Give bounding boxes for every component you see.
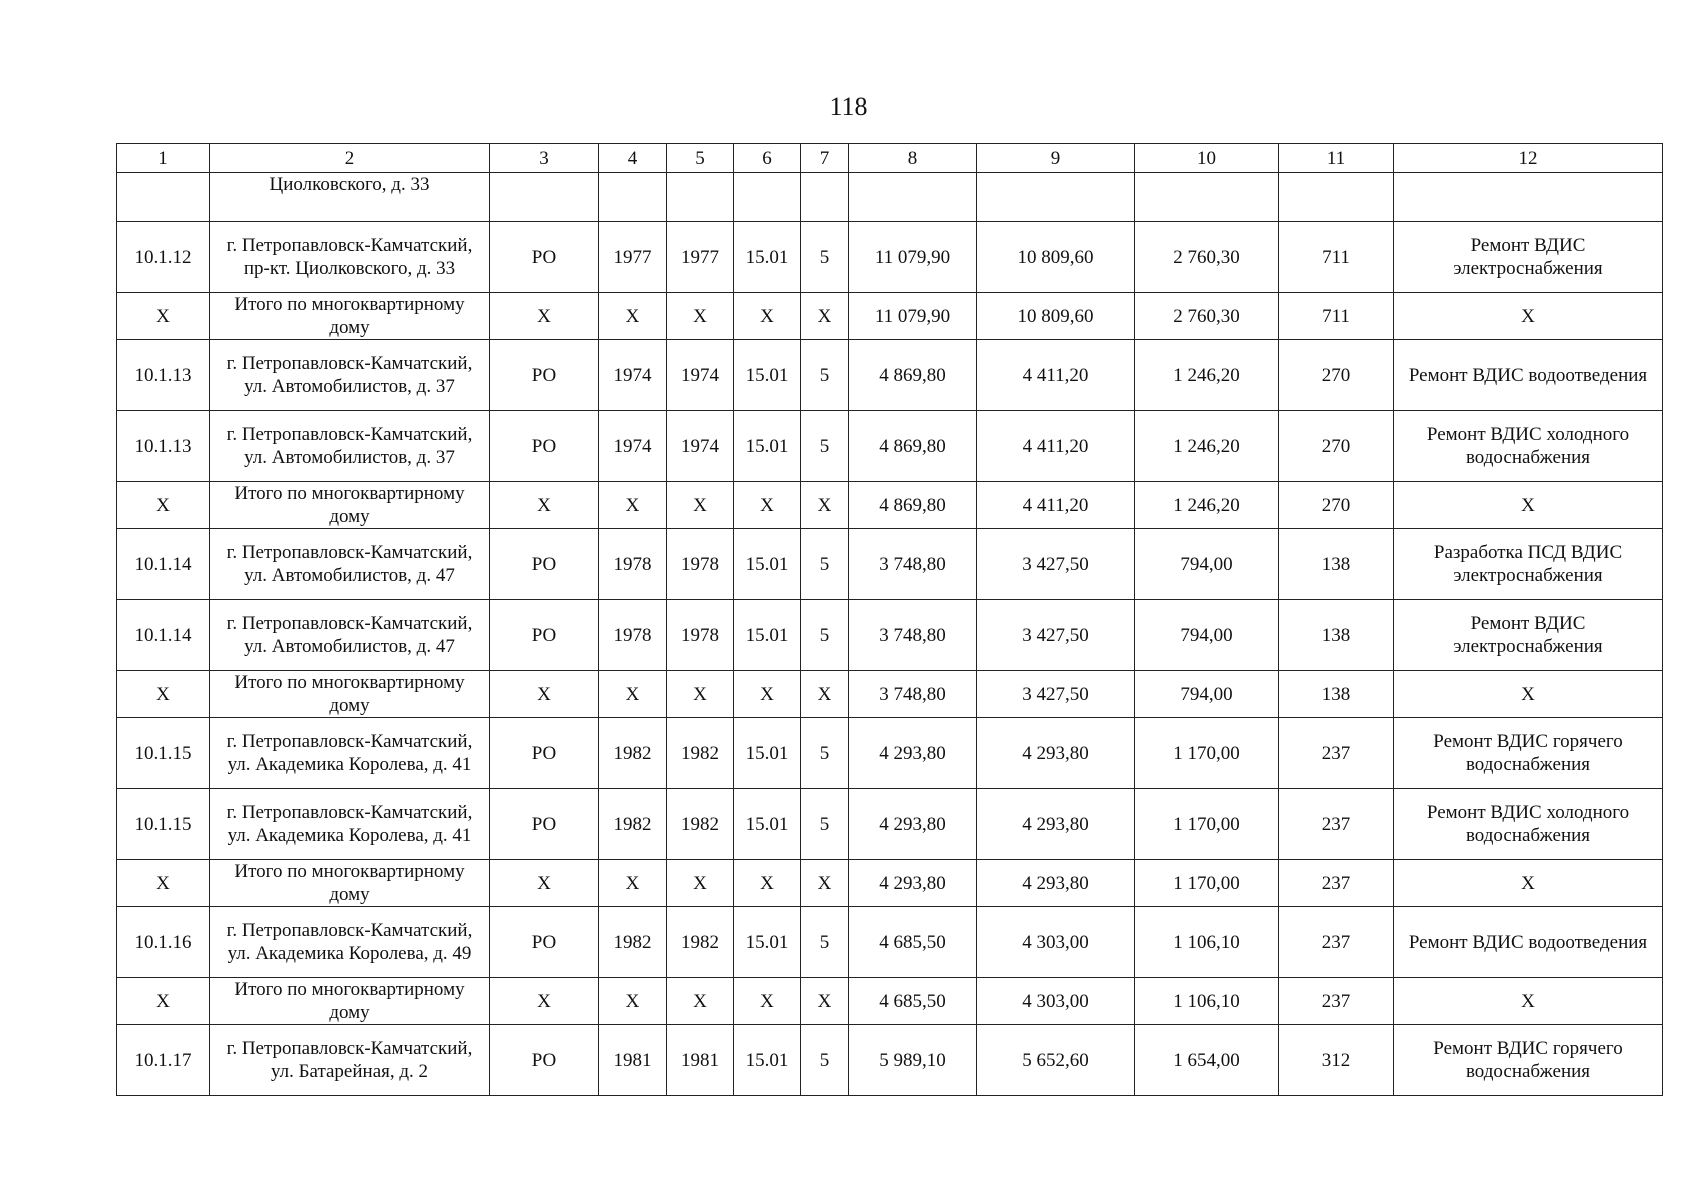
- work-type-cell: Х: [1394, 482, 1663, 529]
- year-built-cell: 1982: [599, 718, 667, 789]
- floors-cell: Х: [801, 978, 849, 1025]
- year-commissioned-cell: 1982: [667, 907, 734, 978]
- address-cell: г. Петропавловск-Камчатский, пр-кт. Циолковского, д. 33: [210, 222, 490, 293]
- work-type-cell: Ремонт ВДИС горячего водоснабжения: [1394, 1025, 1663, 1096]
- total-area-cell: 4 869,80: [849, 340, 977, 411]
- residents-cell: 270: [1279, 482, 1394, 529]
- column-header: 3: [490, 144, 599, 173]
- works-table: [116, 143, 1663, 1096]
- column-header: 10: [1135, 144, 1279, 173]
- living-area-cell: 10 809,60: [977, 222, 1135, 293]
- table-row: [117, 1025, 1663, 1096]
- residents-cell: 312: [1279, 1025, 1394, 1096]
- living-area-cell: 3 427,50: [977, 671, 1135, 718]
- address-cell: Итого по многоквартирному дому: [210, 293, 490, 340]
- residents-cell: 138: [1279, 600, 1394, 671]
- code-cell: Х: [734, 860, 801, 907]
- column-header: 8: [849, 144, 977, 173]
- address-cell: г. Петропавловск-Камчатский, ул. Автомобилистов, д. 47: [210, 600, 490, 671]
- address-cell: г. Петропавловск-Камчатский, ул. Автомобилистов, д. 37: [210, 340, 490, 411]
- total-area-cell: 4 293,80: [849, 789, 977, 860]
- code-cell: 15.01: [734, 340, 801, 411]
- item-number-cell: 10.1.13: [117, 340, 210, 411]
- living-area-cell: 4 411,20: [977, 411, 1135, 482]
- year-commissioned-cell: 1978: [667, 529, 734, 600]
- year-commissioned-cell: 1974: [667, 411, 734, 482]
- residents-cell: 270: [1279, 411, 1394, 482]
- column-header: 5: [667, 144, 734, 173]
- year-built-cell: 1978: [599, 529, 667, 600]
- year-built-cell: 1974: [599, 411, 667, 482]
- ownership-cell: РО: [490, 907, 599, 978]
- ownership-cell: РО: [490, 600, 599, 671]
- item-number-cell: 10.1.14: [117, 529, 210, 600]
- nonliving-area-cell: 794,00: [1135, 529, 1279, 600]
- address-cell: Итого по многоквартирному дому: [210, 482, 490, 529]
- living-area-cell: 4 303,00: [977, 907, 1135, 978]
- living-area-cell: 3 427,50: [977, 529, 1135, 600]
- item-number-cell: 10.1.15: [117, 789, 210, 860]
- ownership-cell: РО: [490, 411, 599, 482]
- residents-cell: 237: [1279, 907, 1394, 978]
- year-built-cell: 1977: [599, 222, 667, 293]
- address-cell: Итого по многоквартирному дому: [210, 978, 490, 1025]
- code-cell: 15.01: [734, 907, 801, 978]
- year-built-cell: 1981: [599, 1025, 667, 1096]
- column-header: 4: [599, 144, 667, 173]
- floors-cell: 5: [801, 529, 849, 600]
- floors-cell: Х: [801, 860, 849, 907]
- ownership-cell: РО: [490, 222, 599, 293]
- item-number-cell: 10.1.14: [117, 600, 210, 671]
- address-cell: Циолковского, д. 33: [210, 173, 490, 222]
- ownership-cell: РО: [490, 789, 599, 860]
- residents-cell: 138: [1279, 529, 1394, 600]
- residents-cell: 237: [1279, 978, 1394, 1025]
- year-built-cell: 1982: [599, 789, 667, 860]
- table-row: [117, 907, 1663, 978]
- code-cell: 15.01: [734, 789, 801, 860]
- living-area-cell: 4 411,20: [977, 340, 1135, 411]
- work-type-cell: Ремонт ВДИС холодного водоснабжения: [1394, 411, 1663, 482]
- total-row: [117, 978, 1663, 1025]
- year-commissioned-cell: 1981: [667, 1025, 734, 1096]
- ownership-cell: РО: [490, 718, 599, 789]
- total-area-cell: 4 293,80: [849, 718, 977, 789]
- nonliving-area-cell: 2 760,30: [1135, 222, 1279, 293]
- year-commissioned-cell: Х: [667, 293, 734, 340]
- residents-cell: 270: [1279, 340, 1394, 411]
- column-header: 11: [1279, 144, 1394, 173]
- residents-cell: 138: [1279, 671, 1394, 718]
- living-area-cell: 5 652,60: [977, 1025, 1135, 1096]
- year-built-cell: Х: [599, 482, 667, 529]
- total-row: [117, 860, 1663, 907]
- year-built-cell: 1974: [599, 340, 667, 411]
- year-commissioned-cell: 1977: [667, 222, 734, 293]
- nonliving-area-cell: 1 106,10: [1135, 907, 1279, 978]
- floors-cell: 5: [801, 600, 849, 671]
- ownership-cell: РО: [490, 529, 599, 600]
- nonliving-area-cell: 1 246,20: [1135, 482, 1279, 529]
- address-cell: г. Петропавловск-Камчатский, ул. Академика Королева, д. 41: [210, 718, 490, 789]
- item-number-cell: 10.1.16: [117, 907, 210, 978]
- code-cell: 15.01: [734, 1025, 801, 1096]
- item-number-cell: Х: [117, 293, 210, 340]
- column-header: 12: [1394, 144, 1663, 173]
- address-cell: г. Петропавловск-Камчатский, ул. Академика Королева, д. 49: [210, 907, 490, 978]
- residents-cell: 237: [1279, 860, 1394, 907]
- table-row: [117, 718, 1663, 789]
- work-type-cell: Х: [1394, 671, 1663, 718]
- total-area-cell: 4 293,80: [849, 860, 977, 907]
- code-cell: 15.01: [734, 600, 801, 671]
- code-cell: 15.01: [734, 222, 801, 293]
- nonliving-area-cell: 1 106,10: [1135, 978, 1279, 1025]
- code-cell: Х: [734, 482, 801, 529]
- column-header: 2: [210, 144, 490, 173]
- floors-cell: 5: [801, 222, 849, 293]
- work-type-cell: Ремонт ВДИС электроснабжения: [1394, 600, 1663, 671]
- total-area-cell: 4 869,80: [849, 411, 977, 482]
- living-area-cell: 4 411,20: [977, 482, 1135, 529]
- total-area-cell: 4 869,80: [849, 482, 977, 529]
- residents-cell: 711: [1279, 293, 1394, 340]
- table-row: [117, 411, 1663, 482]
- item-number-cell: Х: [117, 482, 210, 529]
- ownership-cell: Х: [490, 671, 599, 718]
- item-number-cell: 10.1.13: [117, 411, 210, 482]
- table-row: [117, 789, 1663, 860]
- year-built-cell: Х: [599, 860, 667, 907]
- total-row: [117, 482, 1663, 529]
- address-cell: Итого по многоквартирному дому: [210, 671, 490, 718]
- work-type-cell: Х: [1394, 293, 1663, 340]
- address-cell: г. Петропавловск-Камчатский, ул. Батарейная, д. 2: [210, 1025, 490, 1096]
- total-area-cell: 3 748,80: [849, 529, 977, 600]
- residents-cell: 237: [1279, 789, 1394, 860]
- item-number-cell: 10.1.17: [117, 1025, 210, 1096]
- year-built-cell: Х: [599, 293, 667, 340]
- living-area-cell: 4 293,80: [977, 789, 1135, 860]
- floors-cell: 5: [801, 789, 849, 860]
- residents-cell: 237: [1279, 718, 1394, 789]
- column-header: 6: [734, 144, 801, 173]
- column-header: 7: [801, 144, 849, 173]
- work-type-cell: Ремонт ВДИС горячего водоснабжения: [1394, 718, 1663, 789]
- code-cell: Х: [734, 671, 801, 718]
- item-number-cell: 10.1.15: [117, 718, 210, 789]
- work-type-cell: Ремонт ВДИС водоотведения: [1394, 340, 1663, 411]
- living-area-cell: 10 809,60: [977, 293, 1135, 340]
- living-area-cell: 4 303,00: [977, 978, 1135, 1025]
- nonliving-area-cell: 2 760,30: [1135, 293, 1279, 340]
- residents-cell: 711: [1279, 222, 1394, 293]
- column-header: 1: [117, 144, 210, 173]
- total-area-cell: 11 079,90: [849, 293, 977, 340]
- address-cell: г. Петропавловск-Камчатский, ул. Академика Королева, д. 41: [210, 789, 490, 860]
- total-area-cell: 5 989,10: [849, 1025, 977, 1096]
- column-header: 9: [977, 144, 1135, 173]
- nonliving-area-cell: 794,00: [1135, 671, 1279, 718]
- code-cell: Х: [734, 978, 801, 1025]
- floors-cell: 5: [801, 907, 849, 978]
- address-cell: г. Петропавловск-Камчатский, ул. Автомобилистов, д. 47: [210, 529, 490, 600]
- code-cell: 15.01: [734, 411, 801, 482]
- ownership-cell: Х: [490, 860, 599, 907]
- total-area-cell: 3 748,80: [849, 600, 977, 671]
- item-number-cell: Х: [117, 860, 210, 907]
- address-cell: Итого по многоквартирному дому: [210, 860, 490, 907]
- table-row: [117, 529, 1663, 600]
- floors-cell: 5: [801, 340, 849, 411]
- nonliving-area-cell: 1 246,20: [1135, 340, 1279, 411]
- floors-cell: 5: [801, 1025, 849, 1096]
- year-built-cell: Х: [599, 671, 667, 718]
- continuation-row: [117, 173, 1663, 222]
- living-area-cell: 4 293,80: [977, 718, 1135, 789]
- table-row: [117, 222, 1663, 293]
- item-number-cell: Х: [117, 978, 210, 1025]
- work-type-cell: Х: [1394, 978, 1663, 1025]
- nonliving-area-cell: 1 246,20: [1135, 411, 1279, 482]
- total-area-cell: 4 685,50: [849, 907, 977, 978]
- code-cell: 15.01: [734, 718, 801, 789]
- work-type-cell: Ремонт ВДИС холодного водоснабжения: [1394, 789, 1663, 860]
- item-number-cell: 10.1.12: [117, 222, 210, 293]
- year-built-cell: 1978: [599, 600, 667, 671]
- table-row: [117, 340, 1663, 411]
- year-built-cell: Х: [599, 978, 667, 1025]
- ownership-cell: Х: [490, 293, 599, 340]
- table-row: [117, 600, 1663, 671]
- living-area-cell: 3 427,50: [977, 600, 1135, 671]
- work-type-cell: Ремонт ВДИС водоотведения: [1394, 907, 1663, 978]
- nonliving-area-cell: 1 170,00: [1135, 718, 1279, 789]
- year-commissioned-cell: 1978: [667, 600, 734, 671]
- year-commissioned-cell: Х: [667, 671, 734, 718]
- year-commissioned-cell: 1982: [667, 718, 734, 789]
- total-area-cell: 11 079,90: [849, 222, 977, 293]
- total-area-cell: 4 685,50: [849, 978, 977, 1025]
- address-cell: г. Петропавловск-Камчатский, ул. Автомобилистов, д. 37: [210, 411, 490, 482]
- floors-cell: 5: [801, 718, 849, 789]
- ownership-cell: Х: [490, 482, 599, 529]
- floors-cell: 5: [801, 411, 849, 482]
- code-cell: Х: [734, 293, 801, 340]
- total-row: [117, 671, 1663, 718]
- nonliving-area-cell: 1 654,00: [1135, 1025, 1279, 1096]
- nonliving-area-cell: 1 170,00: [1135, 789, 1279, 860]
- ownership-cell: РО: [490, 340, 599, 411]
- total-area-cell: 3 748,80: [849, 671, 977, 718]
- work-type-cell: Х: [1394, 860, 1663, 907]
- item-number-cell: Х: [117, 671, 210, 718]
- code-cell: 15.01: [734, 529, 801, 600]
- year-commissioned-cell: Х: [667, 978, 734, 1025]
- year-commissioned-cell: 1982: [667, 789, 734, 860]
- living-area-cell: 4 293,80: [977, 860, 1135, 907]
- work-type-cell: Ремонт ВДИС электроснабжения: [1394, 222, 1663, 293]
- page-number: 118: [829, 92, 868, 121]
- work-type-cell: Разработка ПСД ВДИС электроснабжения: [1394, 529, 1663, 600]
- ownership-cell: РО: [490, 1025, 599, 1096]
- floors-cell: Х: [801, 671, 849, 718]
- floors-cell: Х: [801, 293, 849, 340]
- year-commissioned-cell: Х: [667, 860, 734, 907]
- ownership-cell: Х: [490, 978, 599, 1025]
- year-built-cell: 1982: [599, 907, 667, 978]
- nonliving-area-cell: 1 170,00: [1135, 860, 1279, 907]
- year-commissioned-cell: 1974: [667, 340, 734, 411]
- total-row: [117, 293, 1663, 340]
- year-commissioned-cell: Х: [667, 482, 734, 529]
- nonliving-area-cell: 794,00: [1135, 600, 1279, 671]
- floors-cell: Х: [801, 482, 849, 529]
- column-number-row: [117, 144, 1663, 173]
